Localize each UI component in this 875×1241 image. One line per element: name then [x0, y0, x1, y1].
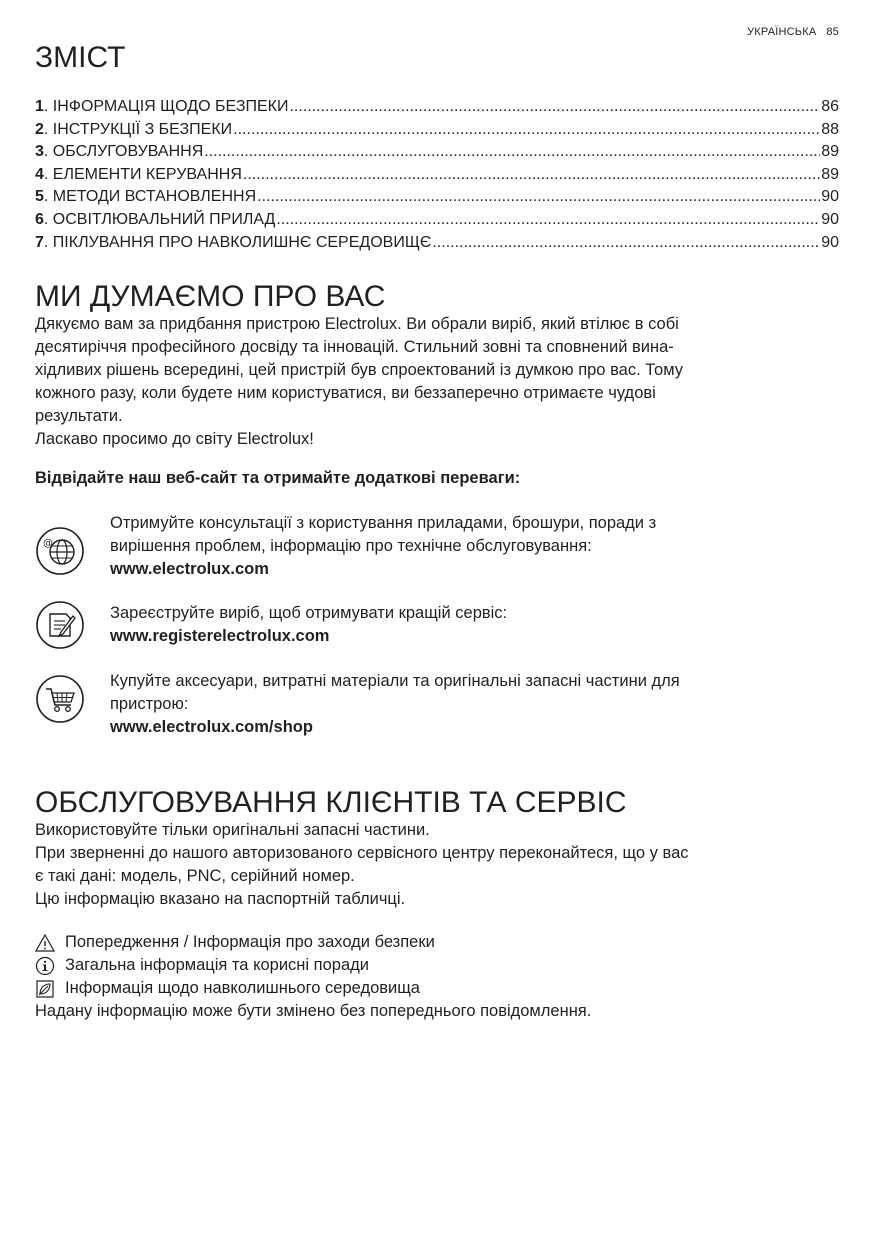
thinking-title: МИ ДУМАЄМО ПРО ВАС: [35, 280, 386, 313]
toc-item-number: 1: [35, 98, 44, 115]
toc-item-page: 90: [821, 233, 839, 251]
toc-item-number: 7: [35, 233, 44, 251]
benefit-text: Отримуйте консультації з користування приладами, брошури, поради з: [110, 514, 657, 532]
legend-text: Загальна інформація та корисні поради: [65, 956, 369, 974]
toc-title: ЗМІСТ: [35, 41, 126, 74]
toc-item-page: 89: [821, 143, 839, 161]
benefit-text: Купуйте аксесуари, витратні матеріали та оригінальні запасні частини для: [110, 672, 680, 690]
toc-item-page: 88: [821, 120, 839, 138]
service-line: При зверненні до нашого авторизованого сервісного центру переконайтеся, що у вас: [35, 844, 689, 862]
toc-item-label: . ПІКЛУВАННЯ ПРО НАВКОЛИШНЄ СЕРЕДОВИЩЄ: [43, 233, 432, 251]
cart-icon: [35, 674, 85, 724]
legend-text: Попередження / Інформація про заходи безпеки: [65, 933, 435, 951]
benefit-text: Зареєструйте виріб, щоб отримувати кращій сервіс:: [110, 604, 508, 622]
change-notice: Надану інформацію може бути змінено без попереднього повідомлення.: [35, 1002, 592, 1020]
toc-item[interactable]: [35, 141, 839, 164]
toc-item-label: . ЕЛЕМЕНТИ КЕРУВАННЯ: [43, 165, 242, 183]
toc-item-label: . ІНФОРМАЦІЯ ЩОДО БЕЗПЕКИ: [43, 98, 289, 115]
toc-item[interactable]: [35, 96, 839, 119]
toc-item[interactable]: [35, 209, 839, 232]
toc-leader: [233, 119, 820, 142]
service-line: Використовуйте тільки оригінальні запасні частини.: [35, 821, 430, 839]
legend-item: [35, 931, 835, 954]
intro-line: Дякуємо вам за придбання пристрою Electrolux. Ви обрали виріб, який втілює в собі: [35, 315, 679, 333]
shop-link[interactable]: www.electrolux.com/shop: [110, 718, 313, 736]
globe-icon: [35, 526, 85, 576]
toc-leader: [243, 164, 820, 187]
intro-paragraph: [35, 313, 835, 451]
toc-item[interactable]: [35, 186, 839, 209]
service-line: є такі дані: модель, PNC, серійний номер.: [35, 867, 355, 885]
page-header: [747, 26, 839, 38]
table-of-contents: [35, 96, 839, 254]
toc-item-number: 5: [35, 188, 44, 206]
service-title: ОБСЛУГОВУВАННЯ КЛІЄНТІВ ТА СЕРВІС: [35, 786, 627, 819]
service-line: Цю інформацію вказано на паспортній табличці.: [35, 890, 406, 908]
toc-item-label: . ОБСЛУГОВУВАННЯ: [43, 143, 204, 161]
toc-item[interactable]: [35, 119, 839, 142]
register-link[interactable]: www.registerelectrolux.com: [110, 627, 330, 645]
toc-leader: [204, 141, 820, 164]
toc-item-page: 90: [821, 210, 839, 228]
symbol-legend: [35, 931, 835, 1023]
svg-text:@: @: [43, 538, 53, 549]
toc-item-label: . ОСВІТЛЮВАЛЬНИЙ ПРИЛАД: [43, 210, 276, 228]
toc-item-number: 3: [35, 143, 44, 161]
toc-leader: [432, 232, 820, 255]
benefit-text: пристрою:: [110, 695, 189, 713]
toc-item-page: 89: [821, 165, 839, 183]
header-language: УКРАЇНСЬКА: [747, 26, 817, 38]
intro-line: десятиріччя професійного досвіду та інновацій. Стильний зовні та сповнений вина-: [35, 338, 674, 356]
toc-item-label: . МЕТОДИ ВСТАНОВЛЕННЯ: [43, 188, 257, 206]
info-icon: [35, 956, 57, 976]
toc-leader: [276, 209, 820, 232]
toc-item-number: 4: [35, 165, 44, 183]
toc-item-page: 90: [821, 188, 839, 206]
service-paragraph: [35, 819, 835, 911]
benefit-text: вирішення проблем, інформацію про технічне обслуговування:: [110, 537, 592, 555]
toc-item[interactable]: [35, 232, 839, 255]
toc-item-number: 2: [35, 120, 44, 138]
intro-line: хідливих рішень всередині, цей пристрій був спроектований із думкою про вас. Тому: [35, 361, 683, 379]
warning-icon: [35, 933, 57, 953]
toc-item[interactable]: [35, 164, 839, 187]
intro-line: результати.: [35, 407, 123, 425]
toc-leader: [257, 186, 820, 209]
website-link[interactable]: www.electrolux.com: [110, 560, 269, 578]
toc-item-number: 6: [35, 210, 44, 228]
intro-line: кожного разу, коли будете ним користуватися, ви беззаперечно отримаєте чудові: [35, 384, 656, 402]
toc-item-page: 86: [821, 98, 839, 115]
visit-heading: Відвідайте наш веб-сайт та отримайте додаткові переваги:: [35, 469, 521, 487]
legend-item: [35, 954, 835, 977]
legend-text: Інформація щодо навколишнього середовища: [65, 979, 420, 997]
register-icon: [35, 600, 85, 650]
page-number: 85: [826, 26, 839, 38]
environment-icon: [35, 979, 57, 999]
toc-item-label: . ІНСТРУКЦІЇ З БЕЗПЕКИ: [43, 120, 233, 138]
intro-line: Ласкаво просимо до світу Electrolux!: [35, 430, 314, 448]
toc-leader: [289, 96, 820, 119]
legend-item: [35, 977, 835, 1000]
